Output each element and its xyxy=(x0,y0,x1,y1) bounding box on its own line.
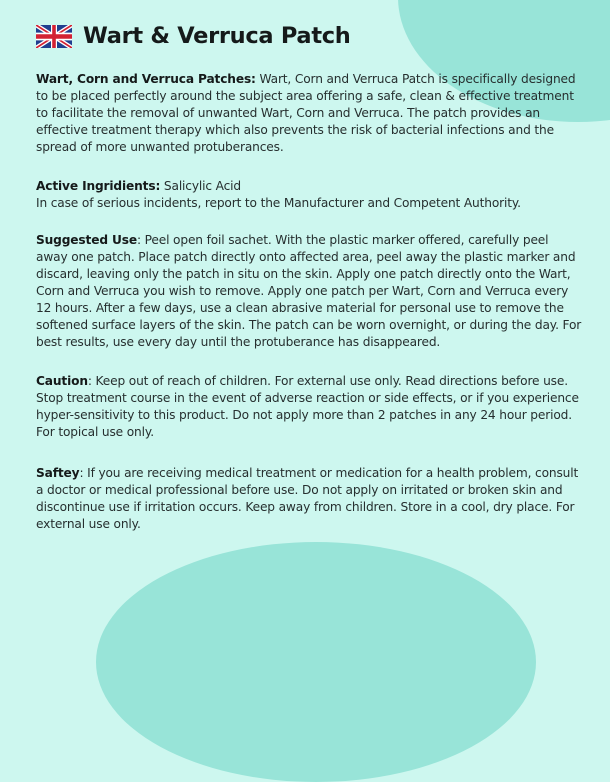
section-text: : If you are receiving medical treatment or medication for a health problem, consult a doctor or medical professional before use. Do not apply on irritated or broken skin and discontinue use if irritation occurs. Keep away from children. Store in a cool, dry place. For external use only. xyxy=(36,466,579,531)
section-suggested-use xyxy=(36,232,582,351)
section-description xyxy=(36,71,582,156)
page-header xyxy=(36,17,351,55)
section-text: Wart, Corn and Verruca Patch is specifically designed to be placed perfectly around the subject area offering a safe, clean & effective treatment to facilitate the removal of unwanted Wart, Corn and Verruca. The patch provides an effective treatment therapy which also prevents the risk of bacterial infections and the spread of more unwanted protuberances. xyxy=(36,72,576,154)
section-safety xyxy=(36,465,582,533)
page-title: Wart & Verruca Patch xyxy=(83,23,351,49)
product-info-body xyxy=(36,71,582,555)
uk-flag-icon xyxy=(36,25,72,48)
section-caution xyxy=(36,373,582,441)
section-text-line2: In case of serious incidents, report to the Manufacturer and Competent Authority. xyxy=(36,196,521,210)
section-heading: Saftey xyxy=(36,466,80,480)
decorative-circle-bottom xyxy=(96,542,536,782)
section-active-ingredients xyxy=(36,178,582,212)
section-text: : Peel open foil sachet. With the plastic marker offered, carefully peel away one patch. Place patch directly onto affected area, peel away the plastic marker and discard, leaving only the patch in situ on the skin. Apply one patch directly onto the Wart, Corn and Verruca you wish to remove. Apply one patch per Wart, Corn and Verruca every 12 hours. After a few days, use a clean abrasive material for personal use to remove the softened surface layers of the skin. The patch can be worn overnight, or during the day. For best results, use every day until the protuberance has disappeared. xyxy=(36,233,582,349)
section-heading: Suggested Use xyxy=(36,233,137,247)
section-heading: Wart, Corn and Verruca Patches: xyxy=(36,72,256,86)
section-heading: Caution xyxy=(36,374,88,388)
section-text: Salicylic Acid xyxy=(160,179,241,193)
section-heading: Active Ingridients: xyxy=(36,179,161,193)
section-text: : Keep out of reach of children. For external use only. Read directions before use. Stop treatment course in the event of adverse reaction or side effects, or if you experience hyper-sensitivity to this product. Do not apply more than 2 patches in any 24 hour period. For topical use only. xyxy=(36,374,579,439)
